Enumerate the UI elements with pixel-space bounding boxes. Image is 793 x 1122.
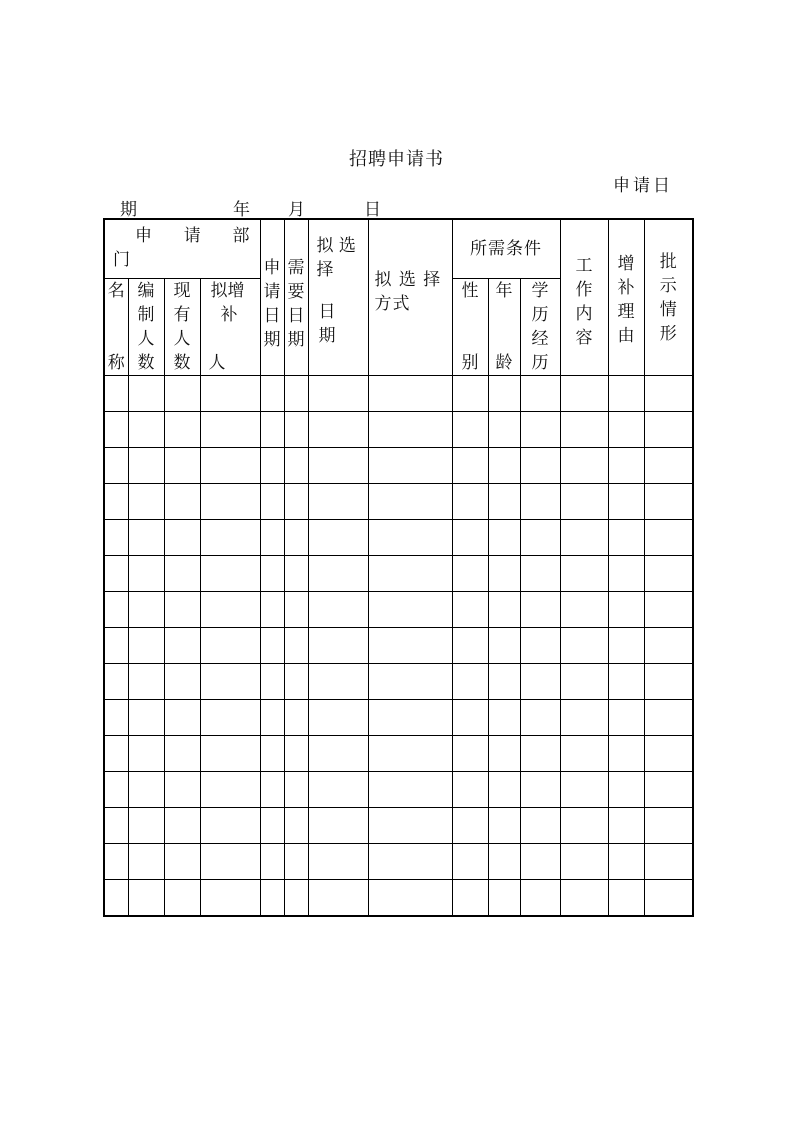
recruitment-table: [103, 218, 694, 917]
table-cell[interactable]: [164, 448, 200, 484]
table-cell[interactable]: [200, 772, 260, 808]
table-cell[interactable]: [488, 700, 520, 736]
table-cell[interactable]: [368, 628, 452, 664]
table-cell[interactable]: [452, 412, 488, 448]
table-cell[interactable]: [644, 592, 693, 628]
table-cell[interactable]: [104, 520, 128, 556]
table-cell[interactable]: [260, 664, 284, 700]
col-quota: 编 制 人 数: [128, 279, 164, 376]
table-cell[interactable]: [308, 880, 368, 917]
table-cell[interactable]: [128, 880, 164, 917]
table-cell[interactable]: [520, 628, 560, 664]
table-cell[interactable]: [284, 556, 308, 592]
table-cell[interactable]: [260, 700, 284, 736]
table-cell[interactable]: [104, 484, 128, 520]
table-cell[interactable]: [520, 592, 560, 628]
table-cell[interactable]: [488, 484, 520, 520]
table-row: [104, 520, 693, 556]
application-date-label: 申请日: [613, 176, 673, 196]
col-method: 拟 选 择 方式: [368, 219, 452, 376]
table-cell[interactable]: [284, 376, 308, 412]
table-cell[interactable]: [368, 556, 452, 592]
table-cell[interactable]: [260, 556, 284, 592]
col-need-date: 需 要 日 期: [284, 219, 308, 376]
table-cell[interactable]: [608, 664, 644, 700]
table-cell[interactable]: [284, 772, 308, 808]
table-cell[interactable]: [608, 700, 644, 736]
table-cell[interactable]: [104, 736, 128, 772]
table-cell[interactable]: [308, 808, 368, 844]
table-cell[interactable]: [260, 880, 284, 917]
table-cell[interactable]: [452, 844, 488, 880]
table-cell[interactable]: [488, 376, 520, 412]
table-cell[interactable]: [308, 520, 368, 556]
table-cell[interactable]: [260, 844, 284, 880]
table-cell[interactable]: [520, 556, 560, 592]
table-cell[interactable]: [452, 700, 488, 736]
table-cell[interactable]: [104, 556, 128, 592]
table-cell[interactable]: [104, 412, 128, 448]
table-cell[interactable]: [164, 736, 200, 772]
table-cell[interactable]: [488, 880, 520, 917]
table-cell[interactable]: [260, 808, 284, 844]
table-cell[interactable]: [488, 592, 520, 628]
table-cell[interactable]: [368, 880, 452, 917]
table-cell[interactable]: [644, 628, 693, 664]
table-cell[interactable]: [200, 448, 260, 484]
table-cell[interactable]: [128, 808, 164, 844]
table-row: [104, 664, 693, 700]
table-cell[interactable]: [560, 376, 608, 412]
table-cell[interactable]: [488, 628, 520, 664]
table-cell[interactable]: [368, 412, 452, 448]
dept-header-char: 部: [232, 226, 252, 246]
table-cell[interactable]: [644, 448, 693, 484]
table-cell[interactable]: [164, 772, 200, 808]
table-cell[interactable]: [520, 844, 560, 880]
table-row: [104, 592, 693, 628]
table-cell[interactable]: [200, 628, 260, 664]
table-cell[interactable]: [368, 664, 452, 700]
table-cell[interactable]: [488, 736, 520, 772]
table-cell[interactable]: [520, 412, 560, 448]
table-cell[interactable]: [164, 556, 200, 592]
table-cell[interactable]: [520, 880, 560, 917]
table-cell[interactable]: [284, 844, 308, 880]
table-cell[interactable]: [608, 520, 644, 556]
col-age: 年 龄: [488, 279, 520, 376]
table-row: [104, 880, 693, 917]
table-cell[interactable]: [368, 376, 452, 412]
table-row: [104, 484, 693, 520]
table-cell[interactable]: [644, 736, 693, 772]
table-cell[interactable]: [260, 592, 284, 628]
table-cell[interactable]: [608, 808, 644, 844]
table-cell[interactable]: [560, 808, 608, 844]
table-cell[interactable]: [560, 880, 608, 917]
table-cell[interactable]: [128, 772, 164, 808]
table-cell[interactable]: [560, 592, 608, 628]
table-cell[interactable]: [452, 592, 488, 628]
table-cell[interactable]: [164, 700, 200, 736]
col-work-content: 工 作 内 容: [560, 219, 608, 376]
table-cell[interactable]: [520, 376, 560, 412]
table-cell[interactable]: [488, 412, 520, 448]
date-day: 日: [364, 200, 381, 220]
table-cell[interactable]: [560, 772, 608, 808]
table-cell[interactable]: [164, 412, 200, 448]
table-cell[interactable]: [200, 556, 260, 592]
table-cell[interactable]: [608, 376, 644, 412]
table-cell[interactable]: [488, 808, 520, 844]
table-cell[interactable]: [488, 556, 520, 592]
table-cell[interactable]: [368, 484, 452, 520]
table-cell[interactable]: [164, 880, 200, 917]
table-cell[interactable]: [284, 736, 308, 772]
table-cell[interactable]: [128, 484, 164, 520]
table-cell[interactable]: [452, 484, 488, 520]
table-cell[interactable]: [200, 880, 260, 917]
table-cell[interactable]: [608, 772, 644, 808]
table-cell[interactable]: [368, 448, 452, 484]
dept-header-char: 请: [183, 226, 203, 246]
table-cell[interactable]: [644, 772, 693, 808]
table-cell[interactable]: [452, 772, 488, 808]
document-title: 招聘申请书: [349, 149, 444, 170]
table-cell[interactable]: [200, 808, 260, 844]
table-row: [104, 628, 693, 664]
table-cell[interactable]: [284, 808, 308, 844]
table-row: [104, 808, 693, 844]
dept-header-char: 申: [135, 226, 154, 246]
table-cell[interactable]: [452, 736, 488, 772]
table-cell[interactable]: [200, 520, 260, 556]
table-cell[interactable]: [452, 664, 488, 700]
table-cell[interactable]: [200, 664, 260, 700]
table-cell[interactable]: [104, 772, 128, 808]
table-cell[interactable]: [560, 700, 608, 736]
table-cell[interactable]: [164, 376, 200, 412]
table-cell[interactable]: [260, 736, 284, 772]
col-reason: 增 补 理 由: [608, 219, 644, 376]
table-cell[interactable]: [520, 772, 560, 808]
table-cell[interactable]: [368, 808, 452, 844]
table-cell[interactable]: [608, 592, 644, 628]
table-cell[interactable]: [284, 412, 308, 448]
table-cell[interactable]: [104, 592, 128, 628]
table-cell[interactable]: [608, 880, 644, 917]
table-cell[interactable]: [260, 376, 284, 412]
col-education: 学 历 经 历: [520, 279, 560, 376]
table-row: [104, 448, 693, 484]
table-cell[interactable]: [104, 376, 128, 412]
table-cell[interactable]: [164, 520, 200, 556]
col-gender: 性 别: [452, 279, 488, 376]
table-cell[interactable]: [128, 448, 164, 484]
table-cell[interactable]: [128, 628, 164, 664]
table-cell[interactable]: [200, 700, 260, 736]
table-cell[interactable]: [200, 844, 260, 880]
table-cell[interactable]: [452, 808, 488, 844]
table-cell[interactable]: [164, 628, 200, 664]
table-cell[interactable]: [284, 664, 308, 700]
table-cell[interactable]: [284, 700, 308, 736]
table-cell[interactable]: [260, 484, 284, 520]
table-cell[interactable]: [520, 520, 560, 556]
table-cell[interactable]: [452, 880, 488, 917]
table-cell[interactable]: [200, 592, 260, 628]
dept-header-tail: 门: [113, 250, 130, 270]
table-cell[interactable]: [644, 880, 693, 917]
col-approval: 批 示 情 形: [644, 219, 693, 376]
table-cell[interactable]: [368, 772, 452, 808]
table-cell[interactable]: [608, 844, 644, 880]
table-cell[interactable]: [488, 520, 520, 556]
table-cell[interactable]: [308, 412, 368, 448]
table-cell[interactable]: [452, 520, 488, 556]
table-cell[interactable]: [308, 844, 368, 880]
table-cell[interactable]: [560, 664, 608, 700]
table-row: [104, 700, 693, 736]
date-year: 年: [233, 200, 250, 220]
table-cell[interactable]: [520, 808, 560, 844]
table-cell[interactable]: [560, 556, 608, 592]
table-cell[interactable]: [488, 772, 520, 808]
table-row: [104, 412, 693, 448]
table-cell[interactable]: [104, 664, 128, 700]
table-cell[interactable]: [260, 772, 284, 808]
table-cell[interactable]: [200, 376, 260, 412]
table-cell[interactable]: [104, 448, 128, 484]
table-cell[interactable]: [644, 556, 693, 592]
col-current: 现 有 人 数: [164, 279, 200, 376]
table-cell[interactable]: [164, 592, 200, 628]
conditions-header: 所需条件: [452, 219, 560, 279]
table-cell[interactable]: [284, 628, 308, 664]
table-cell[interactable]: [608, 412, 644, 448]
table-cell[interactable]: [368, 844, 452, 880]
table-cell[interactable]: [308, 592, 368, 628]
dept-header: [104, 219, 260, 279]
table-cell[interactable]: [644, 700, 693, 736]
table-cell[interactable]: [128, 664, 164, 700]
date-month: 月: [288, 200, 305, 220]
table-cell[interactable]: [128, 844, 164, 880]
table-cell[interactable]: [284, 880, 308, 917]
table-cell[interactable]: [104, 628, 128, 664]
table-cell[interactable]: [368, 736, 452, 772]
table-cell[interactable]: [452, 448, 488, 484]
table-cell[interactable]: [644, 844, 693, 880]
table-cell[interactable]: [520, 736, 560, 772]
table-cell[interactable]: [560, 484, 608, 520]
table-cell[interactable]: [560, 844, 608, 880]
table-cell[interactable]: [128, 520, 164, 556]
table-cell[interactable]: [308, 376, 368, 412]
table-cell[interactable]: [644, 664, 693, 700]
table-cell[interactable]: [104, 844, 128, 880]
table-cell[interactable]: [644, 412, 693, 448]
table-cell[interactable]: [128, 376, 164, 412]
table-cell[interactable]: [284, 592, 308, 628]
table-cell[interactable]: [164, 844, 200, 880]
table-cell[interactable]: [104, 808, 128, 844]
table-cell[interactable]: [128, 556, 164, 592]
table-cell[interactable]: [560, 520, 608, 556]
table-cell[interactable]: [560, 628, 608, 664]
table-cell[interactable]: [260, 448, 284, 484]
table-cell[interactable]: [308, 448, 368, 484]
table-cell[interactable]: [520, 484, 560, 520]
table-cell[interactable]: [200, 736, 260, 772]
table-cell[interactable]: [104, 880, 128, 917]
table-cell[interactable]: [308, 664, 368, 700]
table-cell[interactable]: [560, 448, 608, 484]
col-select-date: 拟 选 择 日 期: [308, 219, 368, 376]
table-cell[interactable]: [520, 664, 560, 700]
table-cell[interactable]: [128, 700, 164, 736]
table-cell[interactable]: [608, 484, 644, 520]
table-cell[interactable]: [368, 592, 452, 628]
table-cell[interactable]: [284, 448, 308, 484]
col-add: 拟增 补 人: [200, 279, 260, 376]
table-cell[interactable]: [644, 376, 693, 412]
table-cell[interactable]: [284, 484, 308, 520]
table-cell[interactable]: [452, 556, 488, 592]
table-cell[interactable]: [308, 484, 368, 520]
table-cell[interactable]: [104, 700, 128, 736]
table-cell[interactable]: [164, 808, 200, 844]
table-cell[interactable]: [644, 520, 693, 556]
table-cell[interactable]: [488, 844, 520, 880]
table-row: [104, 844, 693, 880]
table-cell[interactable]: [164, 664, 200, 700]
date-qi: 期: [120, 200, 137, 220]
table-cell[interactable]: [560, 736, 608, 772]
table-cell[interactable]: [164, 484, 200, 520]
table-cell[interactable]: [260, 628, 284, 664]
table-cell[interactable]: [488, 448, 520, 484]
table-row: [104, 376, 693, 412]
table-cell[interactable]: [260, 412, 284, 448]
table-cell[interactable]: [308, 700, 368, 736]
table-cell[interactable]: [520, 700, 560, 736]
table-cell[interactable]: [644, 808, 693, 844]
table-cell[interactable]: [200, 484, 260, 520]
table-cell[interactable]: [368, 520, 452, 556]
table-cell[interactable]: [368, 700, 452, 736]
col-name: 名 称: [104, 279, 128, 376]
table-row: [104, 556, 693, 592]
table-cell[interactable]: [128, 736, 164, 772]
table-cell[interactable]: [608, 628, 644, 664]
table-cell[interactable]: [644, 484, 693, 520]
table-cell[interactable]: [452, 376, 488, 412]
table-cell[interactable]: [260, 520, 284, 556]
table-cell[interactable]: [608, 556, 644, 592]
table-row: [104, 772, 693, 808]
table-cell[interactable]: [284, 520, 308, 556]
table-cell[interactable]: [452, 628, 488, 664]
table-cell[interactable]: [520, 448, 560, 484]
table-cell[interactable]: [308, 736, 368, 772]
table-cell[interactable]: [128, 592, 164, 628]
table-cell[interactable]: [200, 412, 260, 448]
table-cell[interactable]: [308, 628, 368, 664]
table-cell[interactable]: [560, 412, 608, 448]
col-apply-date: 申 请 日 期: [260, 219, 284, 376]
table-row: [104, 736, 693, 772]
table-cell[interactable]: [308, 556, 368, 592]
table-cell[interactable]: [128, 412, 164, 448]
table-cell[interactable]: [608, 448, 644, 484]
table-cell[interactable]: [488, 664, 520, 700]
table-cell[interactable]: [608, 736, 644, 772]
table-cell[interactable]: [308, 772, 368, 808]
